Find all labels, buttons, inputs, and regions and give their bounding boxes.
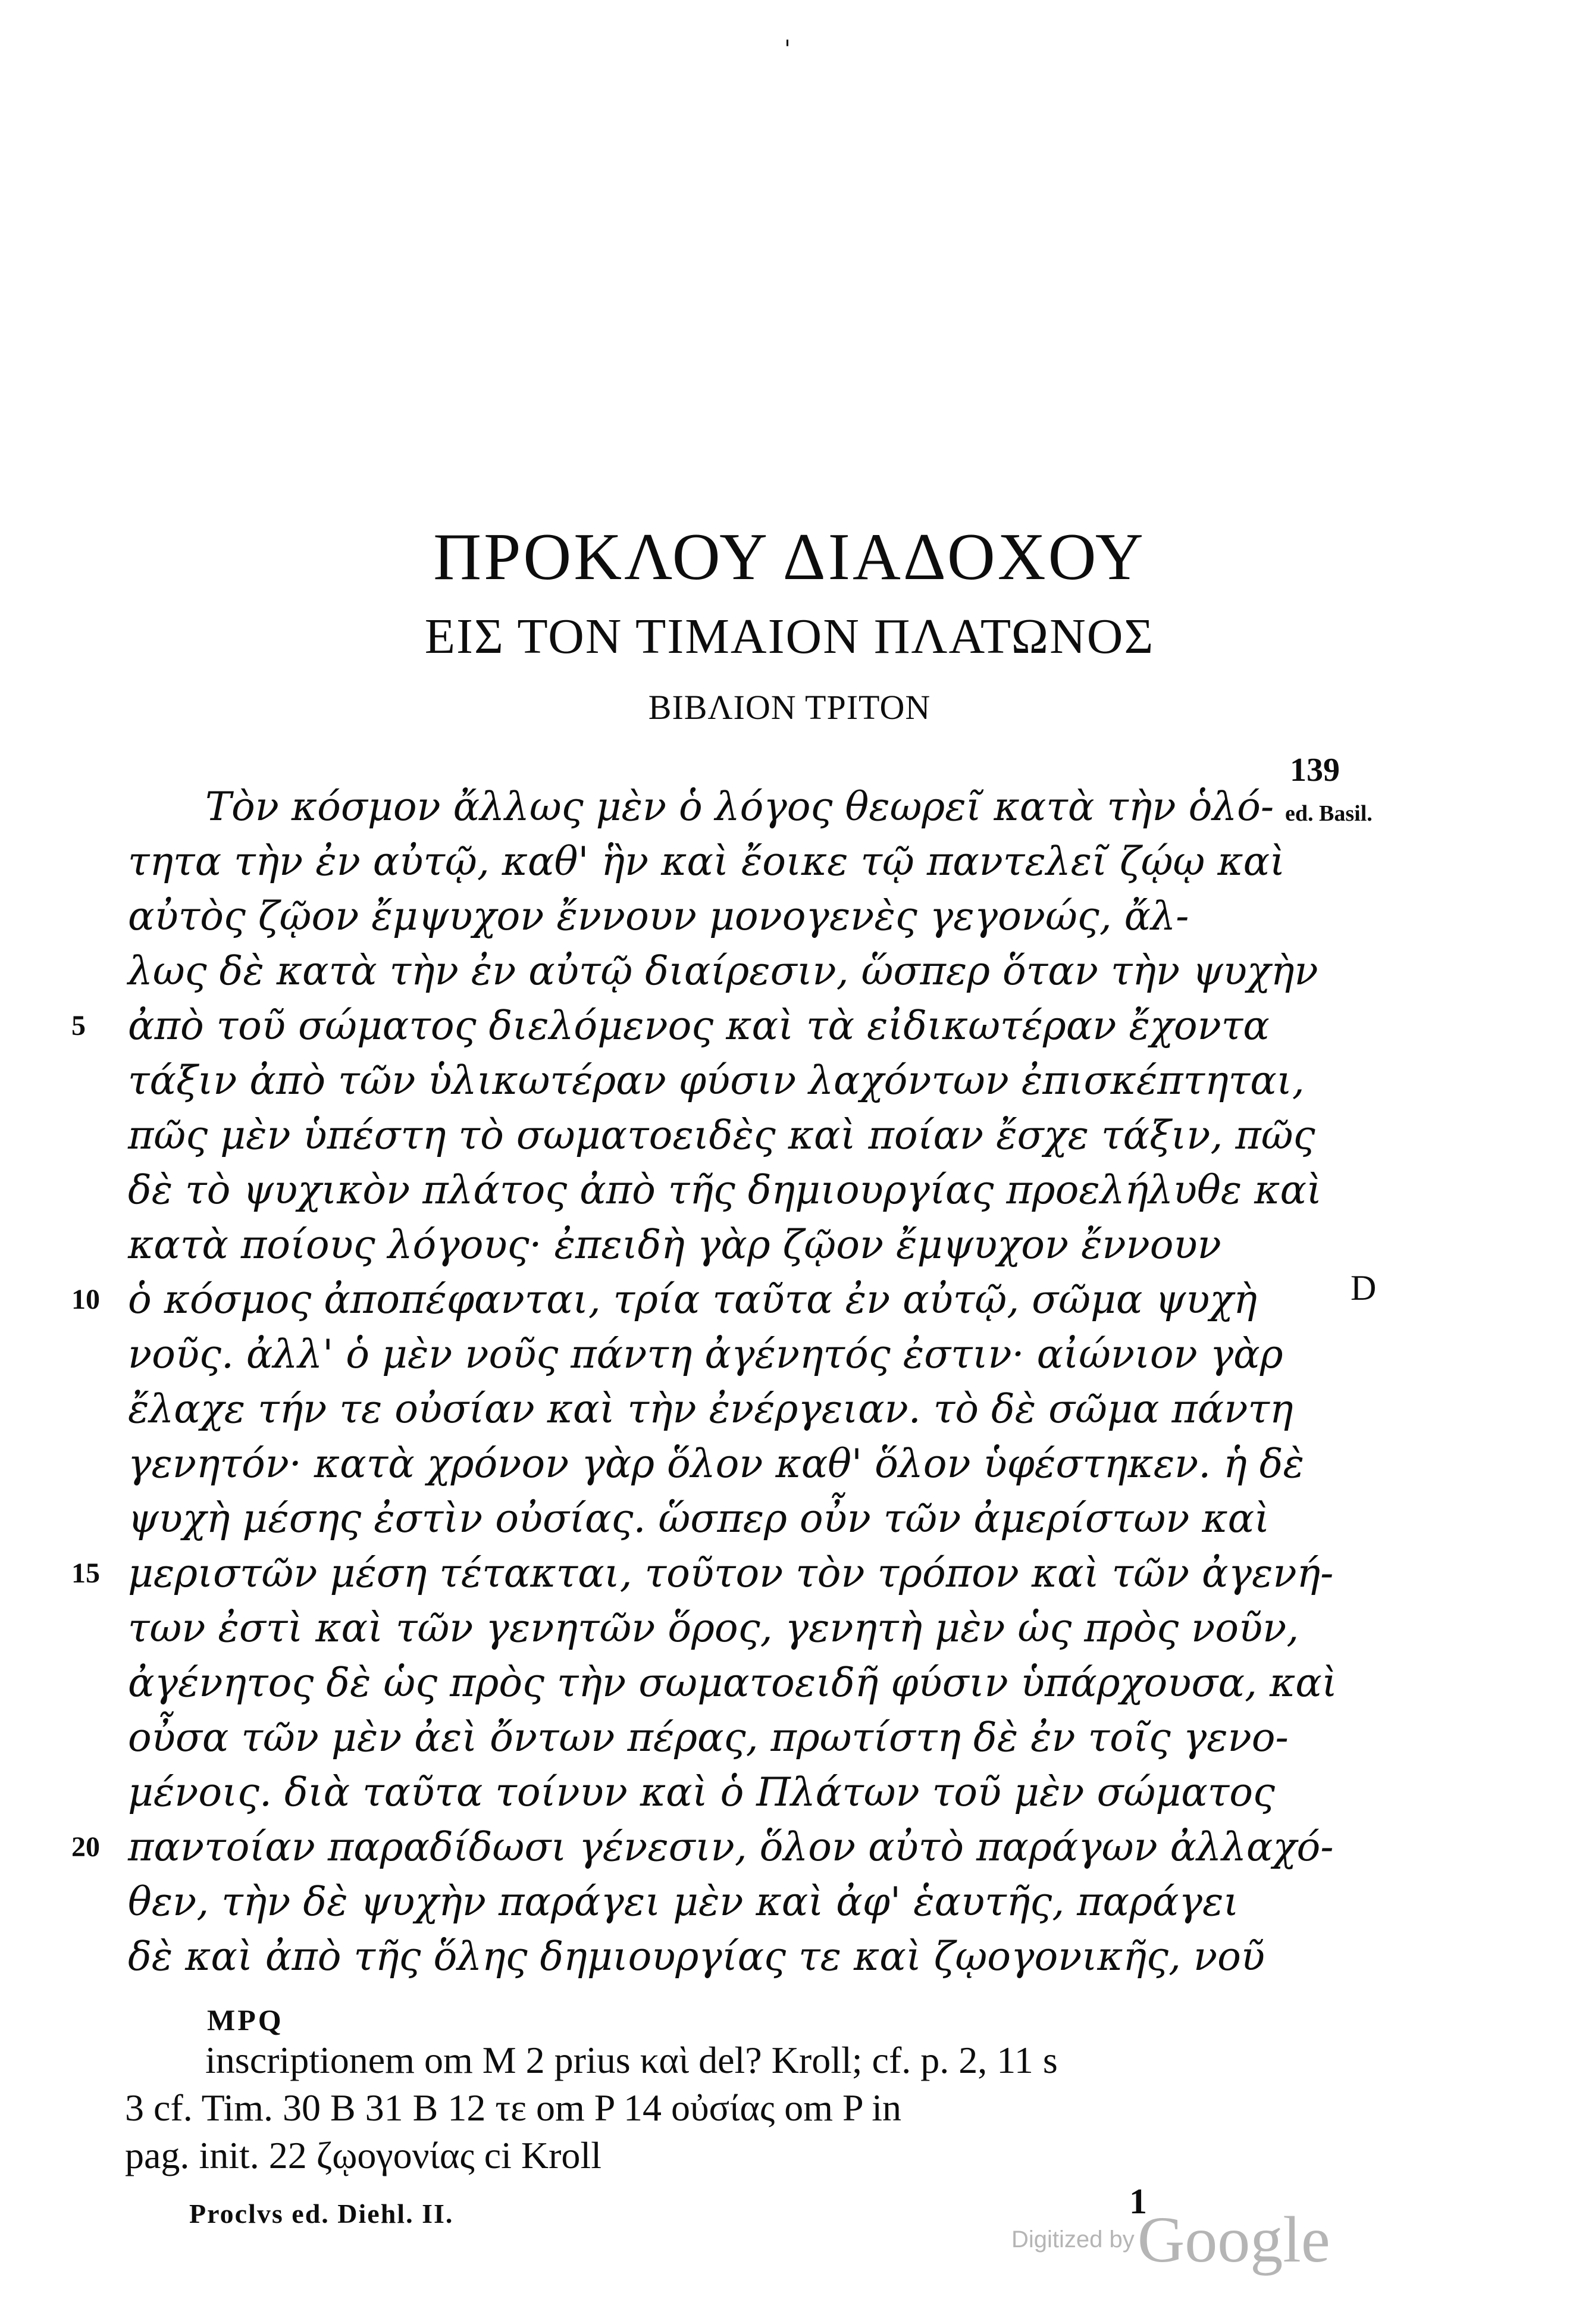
text-line: [128, 889, 1354, 944]
line-number: 20: [71, 1831, 100, 1863]
text-line: [128, 834, 1354, 889]
edition-reference: ed. Basil.: [1285, 801, 1373, 826]
line-text: θεν, τὴν δὲ ψυχὴν παράγει μὲν καὶ ἀφ' ἑαυτῆς, παράγει: [128, 1879, 1239, 1925]
text-line: [128, 1108, 1354, 1163]
text-line: [71, 1272, 1354, 1327]
text-line: [128, 1601, 1354, 1656]
text-line: [128, 1053, 1354, 1108]
line-text: ὁ κόσμος ἀποπέφανται, τρία ταῦτα ἐν αὐτῷ, σῶμα ψυχὴ: [128, 1277, 1257, 1322]
text-line: [128, 780, 1354, 834]
line-text: ψυχὴ μέσης ἐστὶν οὐσίας. ὥσπερ οὖν τῶν ἀμερίστων καὶ: [128, 1496, 1270, 1541]
line-text: ἀπὸ τοῦ σώματος διελόμενος καὶ τὰ εἰδικωτέραν ἔχοντα: [128, 1003, 1270, 1049]
line-text: οὖσα τῶν μὲν ἀεὶ ὄντων πέρας, πρωτίστη δὲ ἐν τοῖς γενο-: [128, 1715, 1289, 1760]
text-line: [128, 1929, 1354, 1984]
line-text: ἔλαχε τήν τε οὐσίαν καὶ τὴν ἐνέργειαν. τὸ δὲ σῶμα πάντη: [128, 1386, 1293, 1432]
line-text: μένοις. διὰ ταῦτα τοίνυν καὶ ὁ Πλάτων τοῦ μὲν σώματος: [128, 1769, 1275, 1815]
text-line: [71, 1546, 1354, 1601]
manuscript-sigla: MPQ: [207, 2003, 284, 2037]
text-line: [128, 1382, 1354, 1437]
text-line: [128, 1710, 1354, 1765]
line-text: λως δὲ κατὰ τὴν ἐν αὐτῷ διαίρεσιν, ὥσπερ ὅταν τὴν ψυχὴν: [128, 948, 1318, 994]
line-text: κατὰ ποίους λόγους· ἐπειδὴ γὰρ ζῷον ἔμψυχον ἔννουν: [128, 1222, 1221, 1268]
line-text: δὲ τὸ ψυχικὸν πλάτος ἀπὸ τῆς δημιουργίας προελήλυθε καὶ: [128, 1167, 1322, 1213]
apparatus-line: 3 cf. Tim. 30 B 31 B 12 τε om P 14 οὐσίας om P in: [125, 2087, 901, 2129]
text-line: [71, 999, 1354, 1053]
line-text: νοῦς. ἀλλ' ὁ μὲν νοῦς πάντη ἀγένητός ἐστιν· αἰώνιον γὰρ: [128, 1331, 1283, 1377]
line-text: δὲ καὶ ἀπὸ τῆς ὅλης δημιουργίας τε καὶ ζῳογονικῆς, νοῦ: [128, 1934, 1265, 1979]
running-footer: Proclvs ed. Diehl. II.: [189, 2198, 454, 2229]
text-line: [128, 1437, 1354, 1491]
line-number: 15: [71, 1557, 100, 1589]
google-logo-text: Google: [1137, 2203, 1330, 2276]
text-line: [128, 1491, 1354, 1546]
text-line: [128, 1327, 1354, 1382]
line-text: γενητόν· κατὰ χρόνον γὰρ ὅλον καθ' ὅλον ὑφέστηκεν. ἡ δὲ: [128, 1441, 1304, 1487]
text-line: [128, 1765, 1354, 1820]
line-number: 5: [71, 1010, 86, 1041]
watermark-prefix: Digitized by: [1011, 2226, 1135, 2253]
text-line: [128, 1656, 1354, 1710]
gathering-signature: 1: [1129, 2182, 1147, 2221]
line-text: μεριστῶν μέση τέτακται, τοῦτον τὸν τρόπον καὶ τῶν ἀγενή-: [128, 1550, 1334, 1596]
stray-mark: ': [784, 36, 791, 63]
line-text: ἀγένητος δὲ ὡς πρὸς τὴν σωματοειδῆ φύσιν ὑπάρχουσα, καὶ: [128, 1660, 1337, 1706]
text-line: [128, 944, 1354, 999]
line-text: Τὸν κόσμον ἄλλως μὲν ὁ λόγος θεωρεῖ κατὰ τὴν ὁλό-: [205, 784, 1274, 830]
google-watermark: [1011, 2202, 1330, 2278]
text-line: [128, 1218, 1354, 1272]
apparatus-line: inscriptionem om M 2 prius καὶ del? Kroll; cf. p. 2, 11 s: [205, 2039, 1058, 2081]
text-line: [128, 1163, 1354, 1218]
basel-page-reference: 139: [1290, 752, 1340, 789]
apparatus-line: pag. init. 22 ζῳογονίας ci Kroll: [125, 2134, 601, 2176]
text-line: [128, 1875, 1354, 1929]
line-text: πῶς μὲν ὑπέστη τὸ σωματοειδὲς καὶ ποίαν ἔσχε τάξιν, πῶς: [128, 1112, 1315, 1158]
section-marker: D: [1351, 1268, 1377, 1308]
greek-main-text: [71, 780, 1354, 1984]
text-line: [71, 1820, 1354, 1875]
line-text: τητα τὴν ἐν αὐτῷ, καθ' ἣν καὶ ἔοικε τῷ παντελεῖ ζῴῳ καὶ: [128, 839, 1286, 884]
author-title: ΠΡΟΚΛΟΥ ΔΙΑΔΟΧΟΥ: [433, 520, 1146, 594]
line-text: τάξιν ἀπὸ τῶν ὑλικωτέραν φύσιν λαχόντων ἐπισκέπτηται,: [128, 1058, 1305, 1103]
line-text: των ἐστὶ καὶ τῶν γενητῶν ὅρος, γενητὴ μὲν ὡς πρὸς νοῦν,: [128, 1605, 1299, 1651]
work-title: ΕΙΣ ΤΟΝ ΤΙΜΑΙΟΝ ΠΛΑΤΩΝΟΣ: [424, 609, 1155, 664]
line-text: παντοίαν παραδίδωσι γένεσιν, ὅλον αὐτὸ παράγων ἀλλαχό-: [128, 1824, 1334, 1870]
line-text: αὐτὸς ζῷον ἔμψυχον ἔννουν μονογενὲς γεγονώς, ἄλ-: [128, 893, 1189, 939]
book-heading: ΒΙΒΛΙΟΝ ΤΡΙΤΟΝ: [648, 688, 931, 727]
line-number: 10: [71, 1284, 100, 1315]
